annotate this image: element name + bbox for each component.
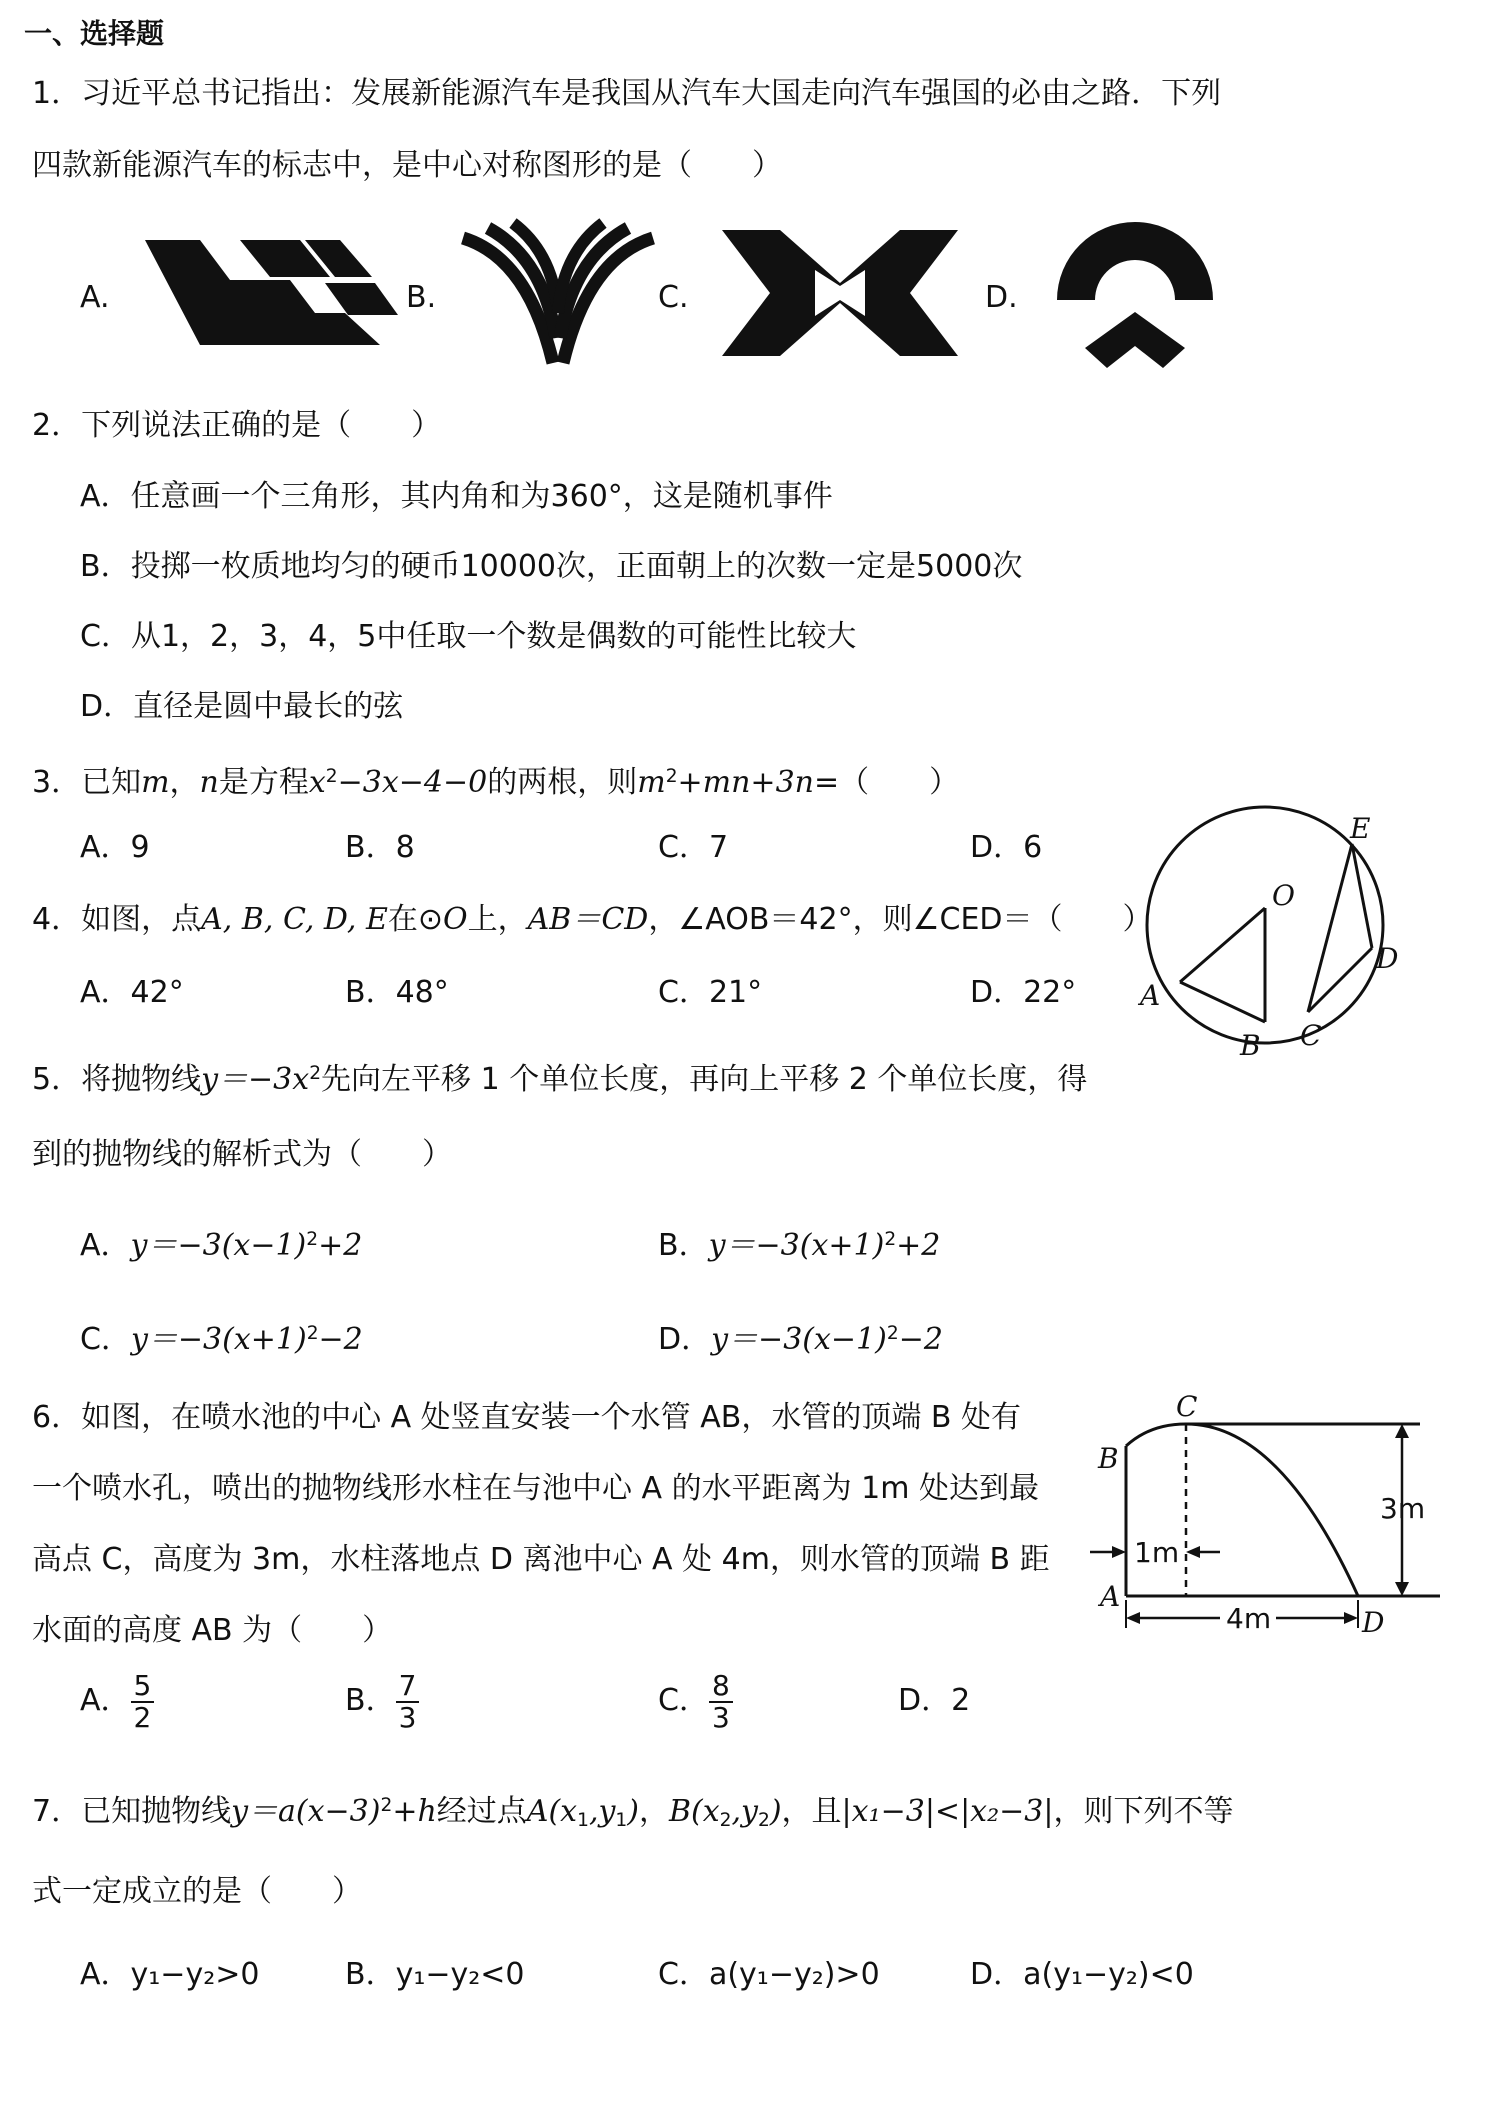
section-title: 一、选择题 xyxy=(24,17,165,50)
q6-opt-a-label: A． xyxy=(80,1683,131,1718)
q6-opt-c-label: C． xyxy=(658,1683,709,1718)
fig6-label-height: 3m xyxy=(1380,1492,1426,1525)
q7-text-2: 经过点 xyxy=(436,1794,527,1830)
q6-option-d xyxy=(898,1670,970,1732)
q5-opt-a-label: A． xyxy=(80,1228,131,1264)
q6-opt-b-label: B． xyxy=(345,1683,396,1718)
q5-option-c xyxy=(80,1314,363,1360)
fig4-label-c: C xyxy=(1300,1019,1322,1052)
q1-option-d-label: D. xyxy=(985,280,1018,315)
q5-text-1: 5．将抛物线 xyxy=(32,1062,202,1098)
q5-opt-c-label: C． xyxy=(80,1322,131,1358)
fig6-label-a: A xyxy=(1100,1580,1121,1613)
q6-opt-a-fraction xyxy=(131,1668,155,1734)
q6-line3: 高点 C，高度为 3m，水柱落地点 D 离池中心 A 处 4m，则水管的顶端 B 距 xyxy=(32,1542,1050,1577)
q7-point-b: B(x xyxy=(668,1794,720,1830)
q6-option-b xyxy=(345,1670,419,1733)
q3-text-1: 3．已知 xyxy=(32,765,142,801)
q6-opt-a-num: 5 xyxy=(131,1671,155,1703)
q6-opt-c-fraction xyxy=(709,1668,733,1734)
q5-opt-b-tail: +2 xyxy=(896,1228,941,1264)
q4-option-a: A．42° xyxy=(80,975,184,1010)
q1-line1: 1．习近平总书记指出：发展新能源汽车是我国从汽车大国走向汽车强国的必由之路．下列 xyxy=(32,76,1222,111)
q4-points: A, B, C, D, E xyxy=(201,902,388,937)
q3-expr-square: 2 xyxy=(665,766,678,787)
logo-c-icon xyxy=(720,228,960,358)
q3-stem xyxy=(32,757,959,803)
q6-opt-a-den: 2 xyxy=(133,1700,152,1734)
q6-opt-b-fraction xyxy=(396,1668,420,1734)
q7-point-a-end: ) xyxy=(627,1794,639,1830)
q7-text-1: 7．已知抛物线 xyxy=(32,1794,232,1830)
q5-option-b xyxy=(658,1220,940,1266)
q7-inequality: |x₁−3|<|x₂−3| xyxy=(841,1794,1054,1830)
q3-comma: ， xyxy=(169,765,200,801)
q7-point-b-end: ) xyxy=(769,1794,782,1830)
q7-text-4: ，则下列不等 xyxy=(1053,1794,1234,1830)
q5-opt-a-expr: y＝−3(x−1) xyxy=(130,1228,307,1264)
logo-b-icon xyxy=(458,218,658,368)
q6-option-a xyxy=(80,1670,154,1733)
q7-point-b-mid: ,y xyxy=(731,1794,758,1830)
q2-stem: 2．下列说法正确的是（ ） xyxy=(32,408,442,443)
fig6-label-d: D xyxy=(1362,1606,1385,1639)
q7-point-a-mid: ,y xyxy=(588,1794,616,1830)
q1-option-c-label: C. xyxy=(658,280,689,315)
q6-opt-b-num: 7 xyxy=(396,1671,420,1703)
q5-opt-c-expr: y＝−3(x+1) xyxy=(130,1322,307,1358)
q3-expr-end: =（ ） xyxy=(813,765,960,801)
q7-option-d: D．a(y₁−y₂)<0 xyxy=(970,1957,1194,1992)
q3-option-b: B．8 xyxy=(345,830,415,865)
q4-stem xyxy=(32,900,1153,940)
q5-opt-b-expr: y＝−3(x+1) xyxy=(708,1228,885,1264)
q4-option-c: C．21° xyxy=(658,975,763,1010)
fig6-label-b: B xyxy=(1098,1442,1119,1475)
q6-opt-b-den: 3 xyxy=(398,1700,417,1734)
q7-option-a: A．y₁−y₂>0 xyxy=(80,1957,260,1992)
q5-line1 xyxy=(32,1054,1087,1100)
q2-option-a: A．任意画一个三角形，其内角和为360°，这是随机事件 xyxy=(80,479,833,514)
q5-text-2: 先向左平移 1 个单位长度，再向上平移 2 个单位长度，得 xyxy=(321,1062,1088,1098)
q7-point-b-sub1: 2 xyxy=(719,1809,732,1831)
q7-text-3: ，且 xyxy=(781,1794,842,1830)
q5-opt-b-square: 2 xyxy=(884,1229,897,1250)
q4-text-3: 上， xyxy=(467,902,528,937)
q1-line2: 四款新能源汽车的标志中，是中心对称图形的是（ ） xyxy=(32,148,782,183)
logo-d-icon xyxy=(1055,220,1215,370)
q3-text-2: 是方程 xyxy=(218,765,309,801)
q5-opt-d-square: 2 xyxy=(886,1323,899,1344)
q4-circle-o: O xyxy=(443,902,468,937)
fig6-label-4m: 4m xyxy=(1226,1602,1272,1635)
q6-opt-c-den: 3 xyxy=(711,1700,730,1734)
q5-line2: 到的抛物线的解析式为（ ） xyxy=(32,1137,452,1172)
fig4-label-e: E xyxy=(1350,812,1371,845)
q7-line1 xyxy=(32,1786,1233,1841)
q6-line4: 水面的高度 AB 为（ ） xyxy=(32,1613,393,1648)
q5-opt-a-tail: +2 xyxy=(318,1228,363,1264)
q5-opt-d-expr: y＝−3(x−1) xyxy=(711,1322,887,1358)
q5-option-a xyxy=(80,1220,362,1266)
q4-option-d: D．22° xyxy=(970,975,1077,1010)
q3-text-3: 的两根，则 xyxy=(487,765,638,801)
q5-opt-d-tail: −2 xyxy=(898,1322,943,1358)
q7-option-b: B．y₁−y₂<0 xyxy=(345,1957,525,1992)
q3-eq-rest: −3x−4−0 xyxy=(337,765,488,801)
fig4-label-d: D xyxy=(1376,942,1399,975)
q2-option-c: C．从1，2，3，4，5中任取一个数是偶数的可能性比较大 xyxy=(80,619,857,654)
q7-sep: ， xyxy=(638,1794,669,1830)
q5-opt-c-square: 2 xyxy=(306,1323,319,1344)
q5-opt-d-label: D． xyxy=(658,1322,712,1358)
q3-expr-rest: +mn+3n xyxy=(677,765,814,801)
q3-option-d: D．6 xyxy=(970,830,1043,865)
q6-opt-d-value: 2 xyxy=(951,1683,971,1718)
q1-option-a-label: A. xyxy=(80,280,110,315)
q6-fountain-figure xyxy=(1090,1388,1440,1648)
q6-opt-c-num: 8 xyxy=(709,1671,733,1703)
fig4-label-o: O xyxy=(1272,879,1295,912)
q3-option-a: A．9 xyxy=(80,830,150,865)
q6-option-c xyxy=(658,1670,733,1733)
q6-line1: 6．如图，在喷水池的中心 A 处竖直安装一个水管 AB，水管的顶端 B 处有 xyxy=(32,1400,1021,1435)
q5-func-square: 2 xyxy=(309,1063,322,1084)
fig4-label-a: A xyxy=(1140,979,1161,1012)
q4-text-1: 4．如图，点 xyxy=(32,902,202,937)
q3-var-n: n xyxy=(199,765,219,801)
q3-eq-square: 2 xyxy=(325,766,338,787)
q4-option-b: B．48° xyxy=(345,975,449,1010)
q4-circle-figure xyxy=(1140,800,1400,1070)
q3-eq-x: x xyxy=(308,765,326,801)
q7-line2: 式一定成立的是（ ） xyxy=(32,1874,362,1909)
q6-line2: 一个喷水孔，喷出的抛物线形水柱在与池中心 A 的水平距离为 1m 处达到最 xyxy=(32,1471,1039,1506)
q5-opt-c-tail: −2 xyxy=(318,1322,363,1358)
q4-cond-1: AB＝CD xyxy=(527,902,649,937)
q7-point-a-sub2: 1 xyxy=(615,1809,628,1831)
q7-point-a-sub1: 1 xyxy=(577,1809,589,1831)
q7-func-tail: +h xyxy=(392,1794,437,1830)
q4-text-2: 在⊙ xyxy=(387,902,444,937)
q1-option-b-label: B. xyxy=(406,280,437,315)
q3-option-c: C．7 xyxy=(658,830,729,865)
q2-option-b: B．投掷一枚质地均匀的硬币10000次，正面朝上的次数一定是5000次 xyxy=(80,549,1023,584)
q3-expr-m: m xyxy=(637,765,666,801)
q7-func-square: 2 xyxy=(380,1795,393,1816)
q3-var-m: m xyxy=(141,765,170,801)
q5-opt-b-label: B． xyxy=(658,1228,709,1264)
q7-option-c: C．a(y₁−y₂)>0 xyxy=(658,1957,880,1992)
q5-option-d xyxy=(658,1314,943,1360)
q5-opt-a-square: 2 xyxy=(306,1229,319,1250)
q7-func: y＝a(x−3) xyxy=(231,1794,381,1830)
q2-option-d: D．直径是圆中最长的弦 xyxy=(80,689,404,724)
q7-point-a: A(x xyxy=(526,1794,578,1830)
fig6-label-c: C xyxy=(1176,1390,1198,1423)
q4-cond-2: ，∠AOB＝42°，则∠CED＝（ ） xyxy=(648,902,1153,937)
q7-point-b-sub2: 2 xyxy=(757,1809,770,1831)
fig4-label-b: B xyxy=(1240,1029,1261,1062)
logo-a-icon xyxy=(140,235,400,345)
q5-func: y＝−3x xyxy=(201,1062,310,1098)
fig6-label-1m: 1m xyxy=(1134,1536,1180,1569)
q6-opt-d-label: D． xyxy=(898,1683,952,1718)
